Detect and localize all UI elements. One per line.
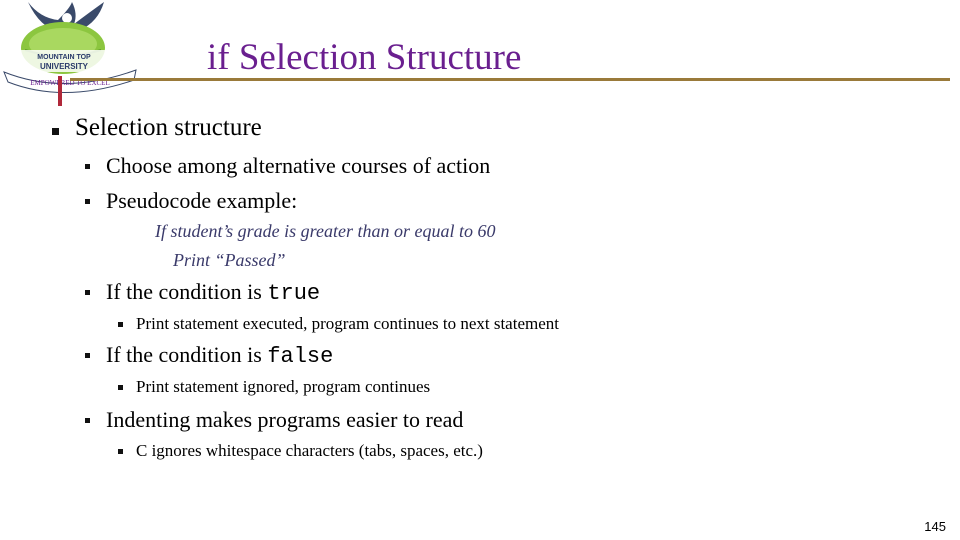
bullet-print-ignored: Print statement ignored, program continues <box>136 377 431 396</box>
pseudocode-line-2: Print “Passed” <box>173 250 286 270</box>
bullet-marker <box>85 164 90 169</box>
bullet-choose-among: Choose among alternative courses of action <box>106 153 491 178</box>
svg-text:EMPOWERED TO EXCEL: EMPOWERED TO EXCEL <box>30 79 110 87</box>
condition-true-text: If the condition is <box>106 279 268 304</box>
bullet-pseudocode-example: Pseudocode example: <box>106 188 298 213</box>
bullet-indenting: Indenting makes programs easier to read <box>106 407 464 432</box>
bullet-marker <box>85 418 90 423</box>
title-underline <box>70 78 950 81</box>
svg-text:UNIVERSITY: UNIVERSITY <box>39 62 89 71</box>
pseudocode-line-1: If student’s grade is greater than or equal to 60 <box>155 221 496 241</box>
bullet-marker <box>118 449 123 454</box>
slide-title: if Selection Structure <box>207 37 522 78</box>
bullet-marker <box>118 322 123 327</box>
bullet-selection-structure: Selection structure <box>75 114 262 141</box>
bullet-marker <box>85 353 90 358</box>
bullet-marker <box>85 199 90 204</box>
svg-text:MOUNTAIN TOP: MOUNTAIN TOP <box>37 54 91 61</box>
page-number: 145 <box>924 519 946 534</box>
title-accent-bar <box>58 76 76 106</box>
bullet-print-executed: Print statement executed, program continues to next statement <box>136 314 559 333</box>
bullet-condition-true <box>106 279 320 306</box>
bullet-condition-false <box>106 342 333 369</box>
condition-false-text: If the condition is <box>106 342 268 367</box>
code-false: false <box>267 344 334 369</box>
bullet-marker <box>52 128 59 135</box>
bullet-marker <box>85 290 90 295</box>
bullet-whitespace: C ignores whitespace characters (tabs, spaces, etc.) <box>136 441 483 460</box>
bullet-marker <box>118 385 123 390</box>
code-true: true <box>267 281 321 306</box>
